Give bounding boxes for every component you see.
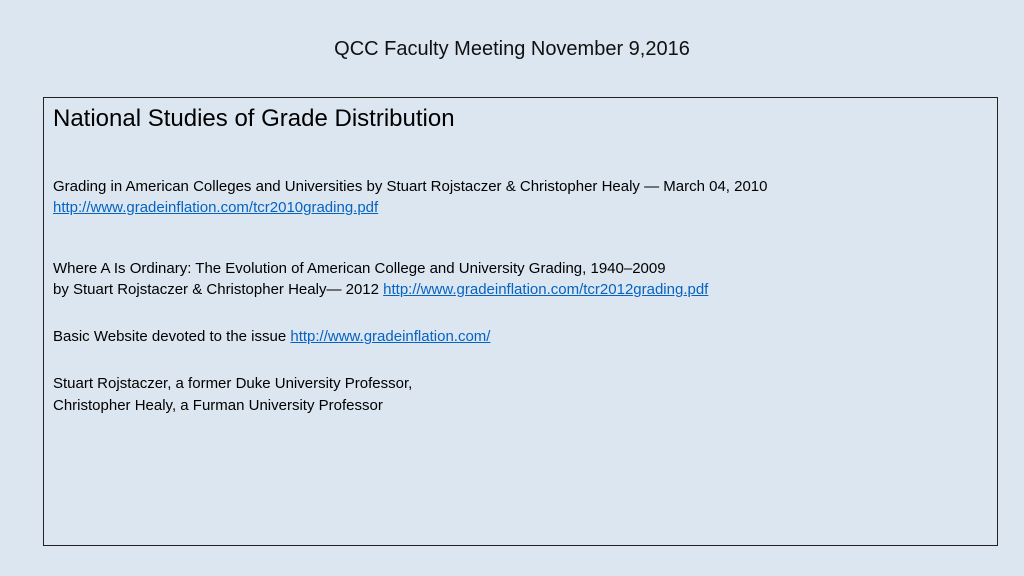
entry3-link[interactable]: http://www.gradeinflation.com/ [290,328,491,345]
entry1-text: Grading in American Colleges and Universities by Stuart Rojstaczer & Christopher Healy — March 04, 2010 [53,178,768,195]
entry4-line2: Christopher Healy, a Furman University Professor [53,397,383,414]
entry2-line2-text: by Stuart Rojstaczer & Christopher Healy— 2012 [53,281,384,298]
entry1-link-line [53,198,378,218]
entry2-line1: Where A Is Ordinary: The Evolution of American College and University Grading, 1940–2009 [53,260,666,277]
entry3-text: Basic Website devoted to the issue [53,328,291,345]
entry1-link[interactable]: http://www.gradeinflation.com/tcr2010grading.pdf [53,199,379,216]
entry2-link[interactable]: http://www.gradeinflation.com/tcr2012grading.pdf [383,281,709,298]
entry2-line2 [53,280,708,300]
entry4-line1: Stuart Rojstaczer, a former Duke University Professor, [53,375,413,392]
content-box [43,97,998,546]
box-heading: National Studies of Grade Distribution [53,105,455,132]
slide-title: QCC Faculty Meeting November 9,2016 [334,38,690,60]
entry3-line [53,327,490,347]
